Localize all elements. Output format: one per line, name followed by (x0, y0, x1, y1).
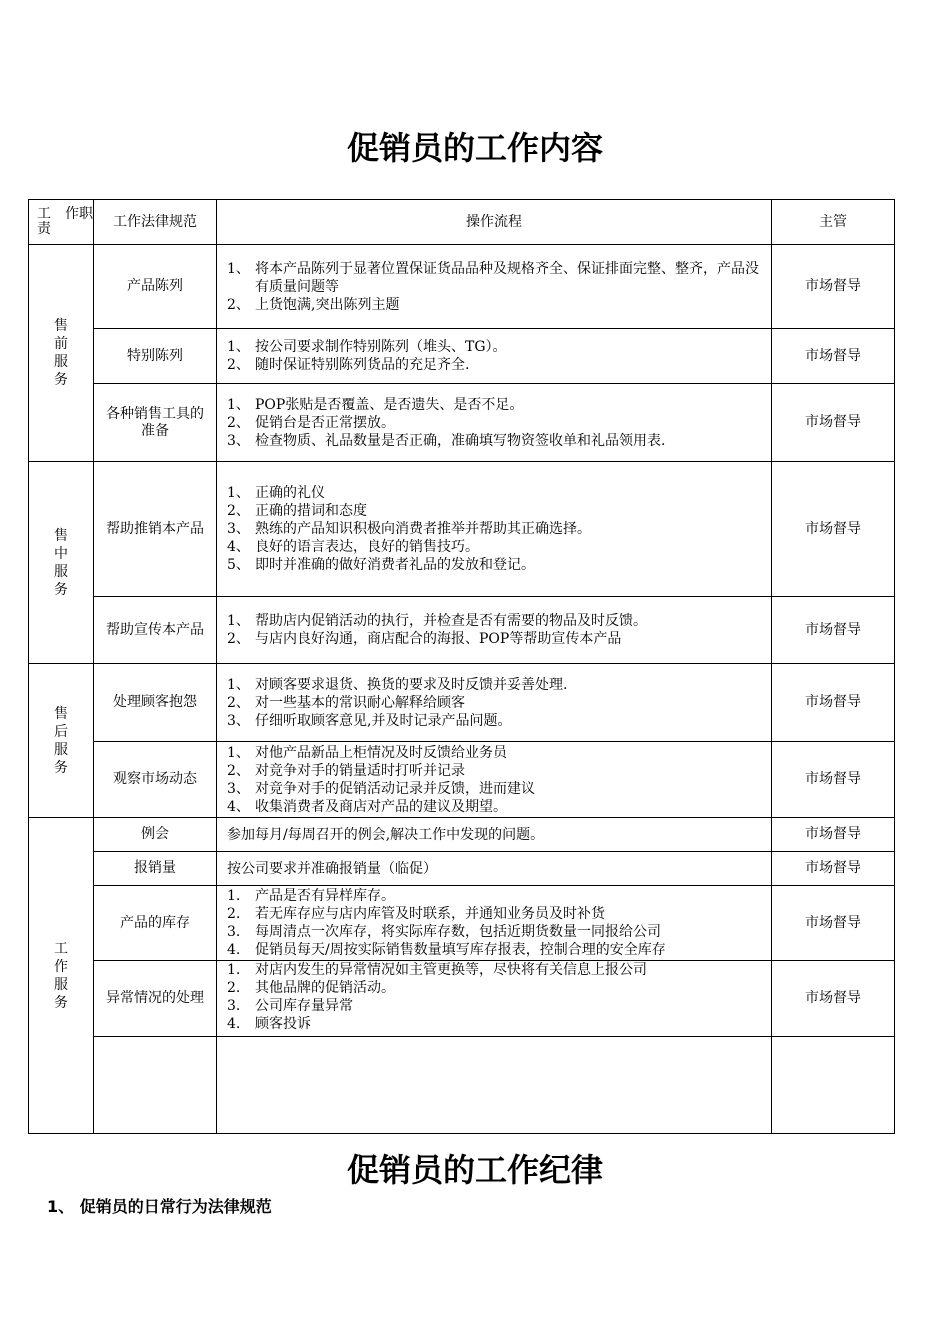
process-cell (217, 245, 772, 329)
list-item: 4. 顾客投诉 (227, 1016, 311, 1032)
norm-cell: 各种销售工具的准备 (94, 384, 217, 462)
process-cell: 按公司要求并准确报销量（临促） (217, 852, 772, 886)
header-duty: 工 作职责 (29, 200, 94, 245)
list-item: 2、 随时保证特别陈列货品的充足齐全. (227, 357, 470, 373)
category-label: 售前服务 (54, 318, 68, 388)
list-item: 1、 对顾客要求退货、换货的要求及时反馈并妥善处理. (227, 676, 568, 693)
process-steps (227, 260, 765, 314)
list-item: 4、 收集消费者及商店对产品的建议及期望。 (227, 798, 507, 815)
table-row (29, 886, 895, 961)
supervisor-cell: 市场督导 (772, 664, 895, 742)
category-cell (29, 462, 94, 664)
list-item: 3. 公司库存量异常 (227, 998, 353, 1014)
category-label: 工作服务 (54, 940, 68, 1011)
list-item: 2、 上货饱满,突出陈列主题 (227, 296, 400, 313)
process-cell (217, 961, 772, 1037)
list-item: 3、 检查物质、礼品数量是否正确，准确填写物资签收单和礼品领用表. (227, 432, 666, 449)
header-process: 操作流程 (217, 200, 772, 245)
list-item: 2、 正确的措词和态度 (227, 503, 367, 519)
list-item: 2、 与店内良好沟通，商店配合的海报、POP等帮助宣传本产品 (227, 631, 622, 647)
supervisor-cell: 市场督导 (772, 329, 895, 384)
table-row (29, 462, 895, 597)
table-row (29, 961, 895, 1037)
process-steps (227, 612, 765, 648)
process-cell: 参加每月/每周召开的例会,解决工作中发现的问题。 (217, 818, 772, 852)
category-cell (29, 664, 94, 818)
empty-cell (772, 1037, 895, 1134)
process-steps (227, 396, 765, 450)
list-item: 5、 即时并准确的做好消费者礼品的发放和登记。 (227, 557, 535, 573)
list-item: 1. 产品是否有异样库存。 (227, 888, 395, 904)
table-row-empty (29, 1037, 895, 1134)
empty-cell (94, 1037, 217, 1134)
norm-cell: 异常情况的处理 (94, 961, 217, 1037)
norm-cell: 帮助推销本产品 (94, 462, 217, 597)
list-item: 1、 将本产品陈列于显著位置保证货品品种及规格齐全、保证排面完整、整齐，产品没有质量问题等 (227, 260, 759, 295)
table-row (29, 818, 895, 852)
norm-cell: 产品陈列 (94, 245, 217, 329)
list-item: 4. 促销员每天/周按实际销售数量填写库存报表，控制合理的安全库存 (227, 942, 666, 958)
process-cell (217, 329, 772, 384)
header-supervisor: 主管 (772, 200, 895, 245)
table-row (29, 597, 895, 664)
header-norm: 工作法律规范 (94, 200, 217, 245)
category-cell (29, 818, 94, 1134)
list-item: 4、 良好的语言表达，良好的销售技巧。 (227, 539, 479, 555)
empty-cell (217, 1037, 772, 1134)
list-item: 1、 POP张贴是否覆盖、是否遗失、是否不足。 (227, 396, 524, 413)
supervisor-cell: 市场督导 (772, 597, 895, 664)
norm-cell: 报销量 (94, 852, 217, 886)
supervisor-cell: 市场督导 (772, 384, 895, 462)
process-cell (217, 742, 772, 818)
supervisor-cell: 市场督导 (772, 818, 895, 852)
list-item: 1. 对店内发生的异常情况如主管更换等，尽快将有关信息上报公司 (227, 962, 647, 978)
list-item: 1、 对他产品新品上柜情况及时反馈给业务员 (227, 744, 507, 761)
list-item: 1、 正确的礼仪 (227, 485, 325, 501)
process-steps (227, 338, 765, 374)
work-content-table (28, 199, 895, 1134)
table-row (29, 384, 895, 462)
list-item: 3. 每周清点一次库存，将实际库存数，包括近期货数量一同报给公司 (227, 924, 661, 940)
section-title: 促销员的工作纪律 (346, 1151, 603, 1189)
list-item: 2、 促销台是否正常摆放。 (227, 414, 395, 431)
table-row (29, 742, 895, 818)
supervisor-cell: 市场督导 (772, 462, 895, 597)
norm-cell: 例会 (94, 818, 217, 852)
table-row (29, 329, 895, 384)
supervisor-cell: 市场督导 (772, 245, 895, 329)
list-item: 2、 对竞争对手的销量适时打听并记录 (227, 762, 465, 779)
norm-cell: 处理顾客抱怨 (94, 664, 217, 742)
norm-cell: 特别陈列 (94, 329, 217, 384)
process-cell (217, 886, 772, 961)
category-label: 售后服务 (54, 705, 68, 776)
supervisor-cell: 市场督导 (772, 852, 895, 886)
supervisor-cell: 市场督导 (772, 961, 895, 1037)
list-item: 2. 其他品牌的促销活动。 (227, 980, 395, 996)
process-steps (227, 484, 765, 574)
process-steps (227, 961, 765, 1033)
process-cell (217, 597, 772, 664)
norm-cell: 帮助宣传本产品 (94, 597, 217, 664)
table-row (29, 852, 895, 886)
norm-cell: 观察市场动态 (94, 742, 217, 818)
process-cell (217, 384, 772, 462)
page-title: 促销员的工作内容 (346, 129, 603, 167)
list-item: 3、 仔细听取顾客意见,并及时记录产品问题。 (227, 712, 512, 729)
category-cell (29, 245, 94, 462)
process-steps (227, 887, 765, 959)
list-item: 3、 熟练的产品知识积极向消费者推举并帮助其正确选择。 (227, 521, 591, 537)
table-header-row (29, 200, 895, 245)
list-item: 3、 对竞争对手的促销活动记录并反馈，进而建议 (227, 780, 535, 797)
process-cell (217, 664, 772, 742)
list-item: 1、 帮助店内促销活动的执行，并检查是否有需要的物品及时反馈。 (227, 613, 647, 629)
table-row (29, 245, 895, 329)
process-cell (217, 462, 772, 597)
section-heading: 1、 促销员的日常行为法律规范 (47, 1197, 272, 1216)
norm-cell: 产品的库存 (94, 886, 217, 961)
process-steps (227, 676, 765, 730)
list-item: 1、 按公司要求制作特别陈列（堆头、TG）。 (227, 339, 507, 355)
process-steps (227, 744, 765, 816)
supervisor-cell: 市场督导 (772, 886, 895, 961)
table-row (29, 664, 895, 742)
supervisor-cell: 市场督导 (772, 742, 895, 818)
category-label: 售中服务 (54, 527, 68, 598)
list-item: 2、 对一些基本的常识耐心解释给顾客 (227, 694, 465, 711)
list-item: 2. 若无库存应与店内库管及时联系，并通知业务员及时补货 (227, 906, 605, 922)
